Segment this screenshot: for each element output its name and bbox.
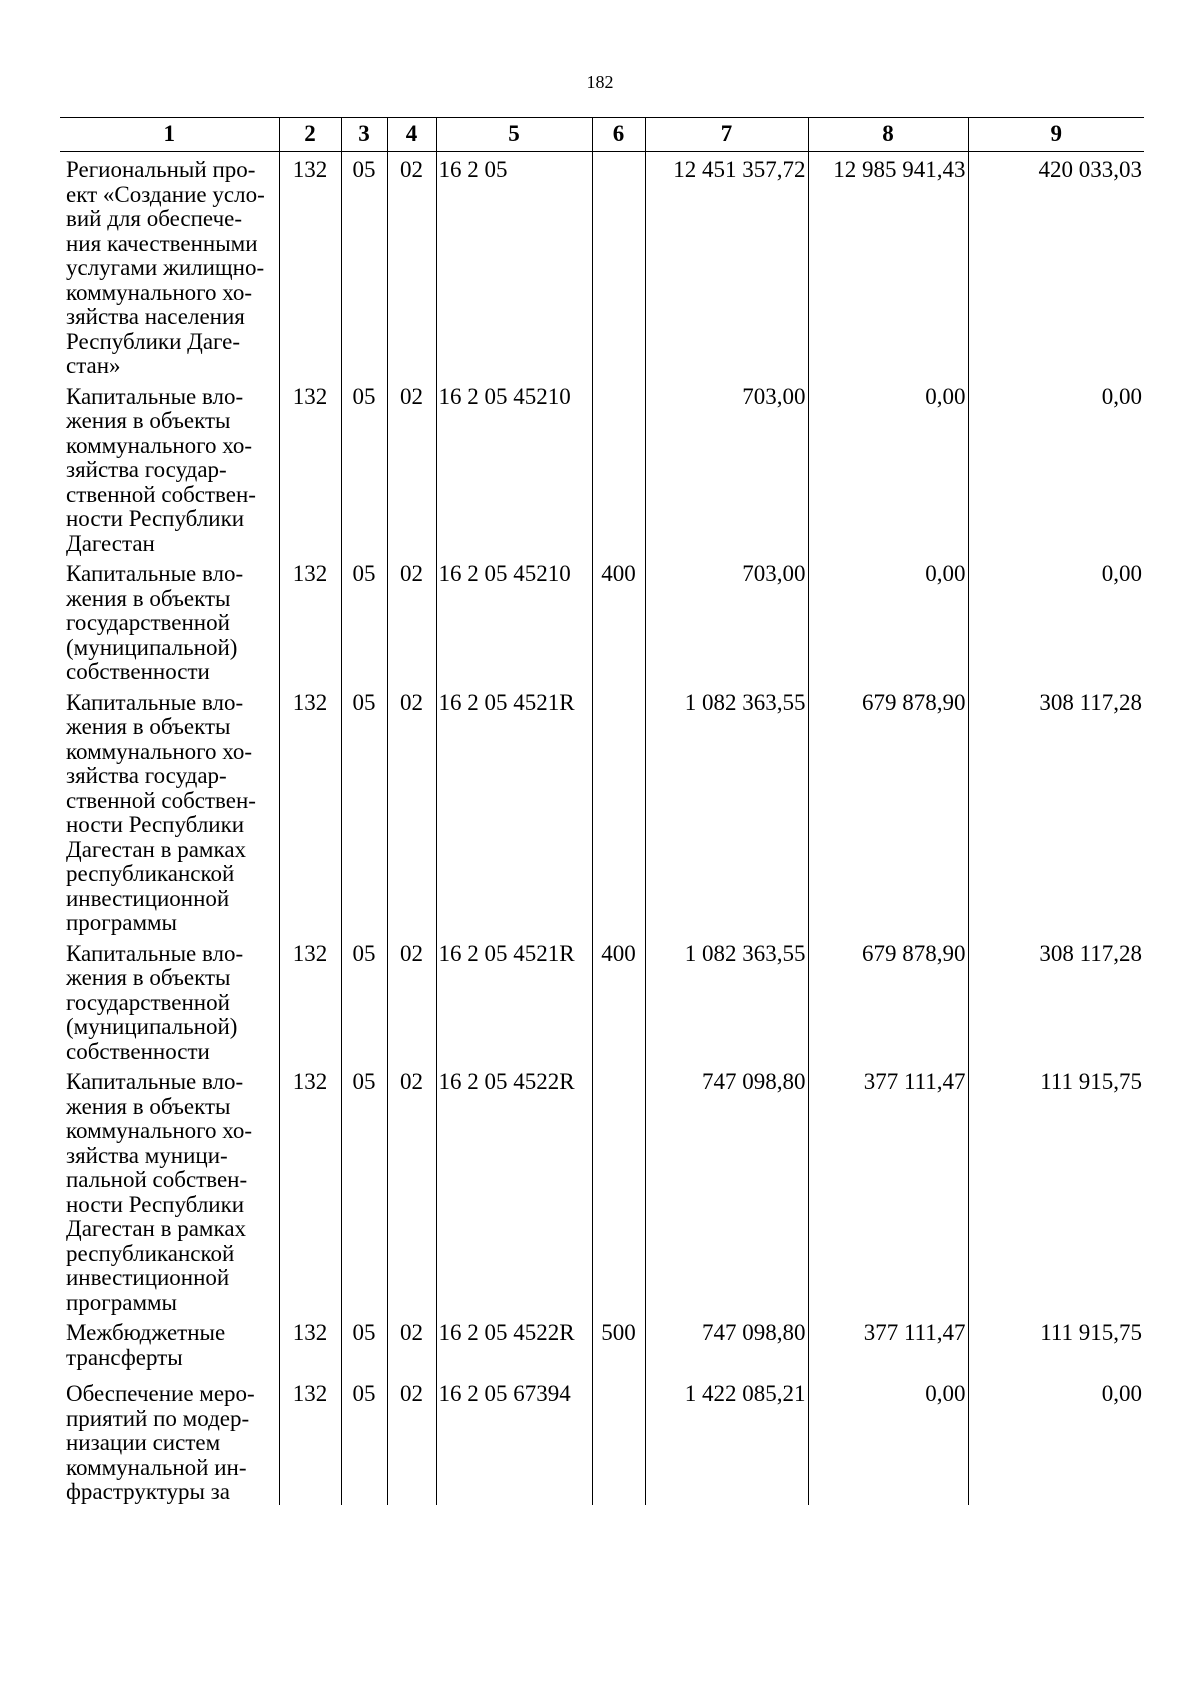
section-cell: 05	[341, 1376, 387, 1505]
table-row	[60, 1376, 1144, 1505]
section-cell: 05	[341, 556, 387, 685]
row-name-line: коммунального хо-	[66, 1118, 253, 1143]
section-cell: 05	[341, 936, 387, 1065]
row-name-line: коммунального хо-	[66, 279, 253, 305]
row-name-line: приятий по модер-	[66, 1405, 250, 1431]
row-name-line: жения в объекты	[66, 1093, 231, 1119]
target-article-cell: 16 2 05 4521R	[436, 936, 592, 1065]
row-name-line: программы	[66, 910, 178, 935]
row-name-cell	[60, 556, 279, 685]
row-name-line: жения в объекты	[66, 714, 231, 739]
row-name-cell	[60, 379, 279, 557]
section-cell: 05	[341, 379, 387, 557]
row-name-line: жения в объекты	[66, 408, 231, 433]
header-col-4: 4	[387, 118, 436, 152]
ministry-code-cell: 132	[279, 685, 341, 936]
amount-col9-cell: 308 117,28	[968, 936, 1144, 1065]
budget-table	[60, 117, 1144, 1505]
row-name-line: (муниципальной)	[66, 634, 238, 660]
target-article-cell: 16 2 05 45210	[436, 556, 592, 685]
amount-col9-cell: 308 117,28	[968, 685, 1144, 936]
row-name-line: пальной собствен-	[66, 1167, 248, 1192]
row-name-line: зяйства населения	[66, 304, 245, 329]
row-name-line: Дагестан	[66, 530, 155, 556]
amount-col8-cell: 679 878,90	[808, 936, 968, 1065]
row-name-line: стан»	[66, 353, 121, 378]
expense-type-cell	[592, 379, 645, 557]
table-body	[60, 152, 1144, 1505]
row-name-line: Капитальные вло-	[66, 1069, 244, 1094]
header-col-2: 2	[279, 118, 341, 152]
row-name-cell	[60, 1315, 279, 1376]
amount-col8-cell: 12 985 941,43	[808, 152, 968, 379]
row-name-line: (муниципальной)	[66, 1014, 238, 1039]
section-cell: 05	[341, 152, 387, 379]
row-name-line: Дагестан в рамках	[66, 1216, 247, 1241]
row-name-line: собственности	[66, 659, 210, 684]
row-name-line: ственной собствен-	[66, 481, 256, 507]
ministry-code-cell: 132	[279, 1315, 341, 1376]
amount-col7-cell: 1 082 363,55	[645, 685, 808, 936]
amount-col7-cell: 703,00	[645, 379, 808, 557]
table-row	[60, 936, 1144, 1065]
row-name-line: коммунального хо-	[66, 738, 253, 764]
row-name-line: Капитальные вло-	[66, 940, 244, 966]
amount-col8-cell: 0,00	[808, 556, 968, 685]
row-name-line: республиканской	[66, 861, 235, 886]
row-name-line: жения в объекты	[66, 965, 231, 990]
amount-col7-cell: 747 098,80	[645, 1064, 808, 1315]
row-name-line: республиканской	[66, 1240, 235, 1266]
header-col-8: 8	[808, 118, 968, 152]
row-name-line: низации систем	[66, 1430, 221, 1455]
section-cell: 05	[341, 1315, 387, 1376]
expense-type-cell: 400	[592, 556, 645, 685]
row-name-line: ния качественными	[66, 230, 258, 256]
row-name-line: услугами жилищно-	[66, 255, 265, 280]
expense-type-cell	[592, 1376, 645, 1505]
row-name-line: Капитальные вло-	[66, 561, 244, 586]
table-row	[60, 685, 1144, 936]
row-name-line: ности Республики	[66, 812, 245, 837]
row-name-line: Капитальные вло-	[66, 689, 244, 715]
target-article-cell: 16 2 05 4522R	[436, 1315, 592, 1376]
amount-col9-cell: 111 915,75	[968, 1064, 1144, 1315]
row-name-line: зяйства государ-	[66, 457, 227, 482]
row-name-line: Межбюджетные	[66, 1320, 226, 1345]
amount-col9-cell: 111 915,75	[968, 1315, 1144, 1376]
header-col-5: 5	[436, 118, 592, 152]
amount-col8-cell: 377 111,47	[808, 1315, 968, 1376]
row-name-line: коммунального хо-	[66, 432, 253, 458]
ministry-code-cell: 132	[279, 1064, 341, 1315]
subsection-cell: 02	[387, 1376, 436, 1505]
table-row	[60, 1064, 1144, 1315]
table-header-row	[60, 118, 1144, 152]
row-name-line: государственной	[66, 989, 230, 1015]
row-name-line: зяйства государ-	[66, 763, 227, 788]
amount-col7-cell: 1 082 363,55	[645, 936, 808, 1065]
subsection-cell: 02	[387, 936, 436, 1065]
header-col-7: 7	[645, 118, 808, 152]
ministry-code-cell: 132	[279, 152, 341, 379]
amount-col8-cell: 377 111,47	[808, 1064, 968, 1315]
target-article-cell: 16 2 05 67394	[436, 1376, 592, 1505]
expense-type-cell: 500	[592, 1315, 645, 1376]
row-name-line: инвестиционной	[66, 885, 230, 911]
amount-col9-cell: 0,00	[968, 556, 1144, 685]
header-col-3: 3	[341, 118, 387, 152]
row-name-line: Дагестан в рамках	[66, 836, 247, 862]
table-row	[60, 1315, 1144, 1376]
row-name-line: фраструктуры за	[66, 1479, 230, 1504]
target-article-cell: 16 2 05 45210	[436, 379, 592, 557]
row-name-cell	[60, 1064, 279, 1315]
amount-col7-cell: 12 451 357,72	[645, 152, 808, 379]
amount-col9-cell: 420 033,03	[968, 152, 1144, 379]
header-col-9: 9	[968, 118, 1144, 152]
row-name-line: ект «Создание усло-	[66, 181, 265, 207]
row-name-line: Региональный про-	[66, 157, 256, 182]
expense-type-cell	[592, 152, 645, 379]
subsection-cell: 02	[387, 1064, 436, 1315]
subsection-cell: 02	[387, 685, 436, 936]
header-col-6: 6	[592, 118, 645, 152]
row-name-cell	[60, 1376, 279, 1505]
ministry-code-cell: 132	[279, 936, 341, 1065]
row-name-line: Капитальные вло-	[66, 383, 244, 409]
expense-type-cell	[592, 685, 645, 936]
row-name-line: жения в объекты	[66, 585, 231, 611]
expense-type-cell	[592, 1064, 645, 1315]
subsection-cell: 02	[387, 152, 436, 379]
amount-col8-cell: 0,00	[808, 1376, 968, 1505]
amount-col7-cell: 747 098,80	[645, 1315, 808, 1376]
row-name-cell	[60, 685, 279, 936]
ministry-code-cell: 132	[279, 556, 341, 685]
target-article-cell: 16 2 05 4522R	[436, 1064, 592, 1315]
row-name-line: ственной собствен-	[66, 787, 256, 813]
row-name-line: ности Республики	[66, 506, 245, 531]
row-name-cell	[60, 152, 279, 379]
row-name-line: ности Республики	[66, 1191, 245, 1217]
amount-col8-cell: 0,00	[808, 379, 968, 557]
amount-col8-cell: 679 878,90	[808, 685, 968, 936]
table-row	[60, 556, 1144, 685]
row-name-line: зяйства муници-	[66, 1142, 228, 1168]
expense-type-cell: 400	[592, 936, 645, 1065]
ministry-code-cell: 132	[279, 379, 341, 557]
row-name-line: государственной	[66, 610, 230, 635]
row-name-line: трансферты	[66, 1344, 183, 1370]
header-col-1: 1	[60, 118, 279, 152]
row-name-line: программы	[66, 1289, 178, 1315]
subsection-cell: 02	[387, 556, 436, 685]
row-name-line: Республики Даге-	[66, 328, 241, 354]
amount-col9-cell: 0,00	[968, 1376, 1144, 1505]
row-name-cell	[60, 936, 279, 1065]
ministry-code-cell: 132	[279, 1376, 341, 1505]
row-name-line: коммунальной ин-	[66, 1454, 247, 1480]
section-cell: 05	[341, 1064, 387, 1315]
subsection-cell: 02	[387, 379, 436, 557]
amount-col7-cell: 1 422 085,21	[645, 1376, 808, 1505]
row-name-line: инвестиционной	[66, 1265, 230, 1290]
row-name-line: собственности	[66, 1038, 210, 1064]
section-cell: 05	[341, 685, 387, 936]
target-article-cell: 16 2 05	[436, 152, 592, 379]
target-article-cell: 16 2 05 4521R	[436, 685, 592, 936]
amount-col9-cell: 0,00	[968, 379, 1144, 557]
page-number: 182	[586, 72, 614, 92]
table-row	[60, 152, 1144, 379]
table-row	[60, 379, 1144, 557]
row-name-line: Обеспечение меро-	[66, 1381, 255, 1406]
subsection-cell: 02	[387, 1315, 436, 1376]
amount-col7-cell: 703,00	[645, 556, 808, 685]
row-name-line: вий для обеспече-	[66, 206, 243, 231]
